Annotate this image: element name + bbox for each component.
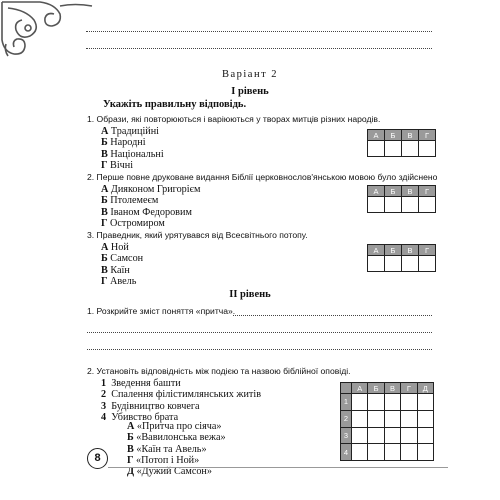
grid-cell[interactable] <box>352 394 368 411</box>
stories-list <box>127 421 226 477</box>
story-key: В <box>127 443 134 455</box>
event-num: 4 <box>101 411 107 423</box>
grid-header: А <box>352 383 368 394</box>
option-text: Вічні <box>110 159 134 171</box>
question-3-options <box>101 242 143 287</box>
answer-cell[interactable] <box>368 256 385 272</box>
grid-cell[interactable] <box>401 410 417 427</box>
option-text: Традиційні <box>110 126 160 137</box>
bottom-rule <box>108 467 448 468</box>
answer-cell[interactable] <box>419 197 436 213</box>
answer-line[interactable] <box>87 349 432 350</box>
option-text: Самсон <box>110 253 144 265</box>
option-text: Національні <box>110 148 164 160</box>
option-key: Г <box>101 217 108 229</box>
story-text: «Потоп і Ной» <box>136 454 200 466</box>
grid-header: В <box>384 383 400 394</box>
grid-header: Б <box>368 383 384 394</box>
grid-cell[interactable] <box>384 444 400 461</box>
story-item <box>127 421 226 432</box>
option-d[interactable] <box>101 218 200 229</box>
answer-header: Б <box>385 186 402 197</box>
question-2-text: 2. Перше повне друковане видання Біблії церковнослов'янською мовою було здійснено <box>87 172 438 182</box>
grid-cell[interactable] <box>417 394 433 411</box>
instruction: Укажіть правильну відповідь. <box>103 99 247 110</box>
option-text: Авель <box>110 275 137 287</box>
option-key: Б <box>101 137 108 149</box>
answer-cell[interactable] <box>402 197 419 213</box>
answer-header: Б <box>385 130 402 141</box>
option-text: Дияконом Григорієм <box>110 184 201 195</box>
story-key: А <box>127 421 135 432</box>
grid-cell[interactable] <box>352 444 368 461</box>
story-key: Б <box>127 432 134 444</box>
option-d[interactable] <box>101 276 143 287</box>
grid-cell[interactable] <box>352 427 368 444</box>
story-key: Г <box>127 454 134 466</box>
grid-cell[interactable] <box>417 444 433 461</box>
answer-cell[interactable] <box>402 256 419 272</box>
option-key: А <box>101 126 109 137</box>
option-text: Ной <box>110 242 129 253</box>
option-text: Каїн <box>110 264 130 276</box>
grid-cell[interactable] <box>368 444 384 461</box>
question-3-text: 3. Праведник, який урятувався від Всесвітнього потопу. <box>87 230 308 240</box>
option-key: Г <box>101 159 108 171</box>
option-b[interactable] <box>101 253 143 264</box>
grid-header: Г <box>401 383 417 394</box>
grid-corner <box>341 383 352 394</box>
question-2-options <box>101 184 200 229</box>
answer-cell[interactable] <box>385 197 402 213</box>
answer-header: Г <box>419 186 436 197</box>
answer-header: В <box>402 130 419 141</box>
option-a[interactable] <box>101 242 143 253</box>
answer-header: В <box>402 186 419 197</box>
grid-cell[interactable] <box>368 410 384 427</box>
answer-cell[interactable] <box>385 256 402 272</box>
answer-cell[interactable] <box>368 197 385 213</box>
answer-header: А <box>368 245 385 256</box>
option-d[interactable] <box>101 160 164 171</box>
grid-row-label: 1 <box>341 394 352 411</box>
answer-line[interactable] <box>87 332 432 333</box>
grid-cell[interactable] <box>401 427 417 444</box>
answer-header: А <box>368 130 385 141</box>
grid-row-label: 3 <box>341 427 352 444</box>
option-text: Іваном Федоровим <box>110 206 192 218</box>
answer-cell[interactable] <box>368 141 385 157</box>
answer-line <box>86 48 432 49</box>
events-list <box>101 378 261 423</box>
answer-header: Б <box>385 245 402 256</box>
corner-ornament <box>0 0 95 58</box>
grid-cell[interactable] <box>368 427 384 444</box>
answer-header: Г <box>419 245 436 256</box>
grid-cell[interactable] <box>401 444 417 461</box>
option-key: В <box>101 206 108 218</box>
option-key: Г <box>101 275 108 287</box>
option-c[interactable] <box>101 207 200 218</box>
answer-cell[interactable] <box>419 141 436 157</box>
option-text: Остромиром <box>110 217 165 229</box>
grid-cell[interactable] <box>417 410 433 427</box>
event-text: Убивство брата <box>111 411 179 423</box>
option-key: А <box>101 242 109 253</box>
option-b[interactable] <box>101 195 200 206</box>
answer-cell[interactable] <box>402 141 419 157</box>
question-1-text: 1. Образи, які повторюються і варіюються у творах митців різних народів. <box>87 114 381 124</box>
event-item <box>101 378 261 389</box>
option-key: В <box>101 148 108 160</box>
option-key: Б <box>101 195 108 207</box>
grid-cell[interactable] <box>401 394 417 411</box>
option-key: В <box>101 264 108 276</box>
answer-header: А <box>368 186 385 197</box>
grid-header: Д <box>417 383 433 394</box>
answer-header: Г <box>419 130 436 141</box>
grid-row-label: 4 <box>341 444 352 461</box>
story-text: «Каїн та Авель» <box>136 443 207 455</box>
option-key: А <box>101 184 109 195</box>
event-text: Будівництво ковчега <box>111 400 200 412</box>
grid-cell[interactable] <box>417 427 433 444</box>
event-num: 3 <box>101 400 107 412</box>
option-b[interactable] <box>101 137 164 148</box>
event-num: 2 <box>101 389 107 401</box>
grid-cell[interactable] <box>384 394 400 411</box>
story-item <box>127 455 226 466</box>
variant-title: Варіант 2 <box>221 69 279 80</box>
level-2-title: ІІ рівень <box>229 289 271 300</box>
question-ii-2-text: 2. Установіть відповідність між подією та назвою біблійної оповіді. <box>87 366 351 376</box>
story-item <box>127 432 226 443</box>
story-text: «Дужий Самсон» <box>136 466 212 478</box>
event-num: 1 <box>101 378 107 389</box>
event-item <box>101 401 261 412</box>
story-key: Д <box>127 466 135 478</box>
grid-cell[interactable] <box>368 394 384 411</box>
answer-line <box>86 31 432 32</box>
option-text: Птолемеєм <box>110 195 159 207</box>
grid-cell[interactable] <box>352 410 368 427</box>
grid-row-label: 2 <box>341 410 352 427</box>
answer-cell[interactable] <box>385 141 402 157</box>
story-text: «Притча про сіяча» <box>136 421 222 432</box>
question-ii-1-text: 1. Розкрийте зміст поняття «притча». <box>87 306 236 316</box>
answer-table-2 <box>367 185 436 213</box>
event-text: Спалення філістимлянських житів <box>111 389 262 401</box>
answer-table-3 <box>367 244 436 272</box>
level-1-title: І рівень <box>231 86 269 97</box>
page-number: 8 <box>87 448 108 469</box>
story-item <box>127 444 226 455</box>
answer-line[interactable] <box>233 315 432 316</box>
answer-table-1 <box>367 129 436 157</box>
option-a[interactable] <box>101 184 200 195</box>
option-c[interactable] <box>101 149 164 160</box>
answer-cell[interactable] <box>419 256 436 272</box>
question-1-options <box>101 126 164 171</box>
grid-cell[interactable] <box>384 410 400 427</box>
answer-header: В <box>402 245 419 256</box>
story-text: «Вавилонська вежа» <box>136 432 226 444</box>
event-item <box>101 389 261 400</box>
option-key: Б <box>101 253 108 265</box>
event-text: Зведення башти <box>111 378 181 389</box>
matching-grid <box>340 382 434 461</box>
option-a[interactable] <box>101 126 164 137</box>
grid-cell[interactable] <box>384 427 400 444</box>
option-c[interactable] <box>101 265 143 276</box>
option-text: Народні <box>110 137 146 149</box>
